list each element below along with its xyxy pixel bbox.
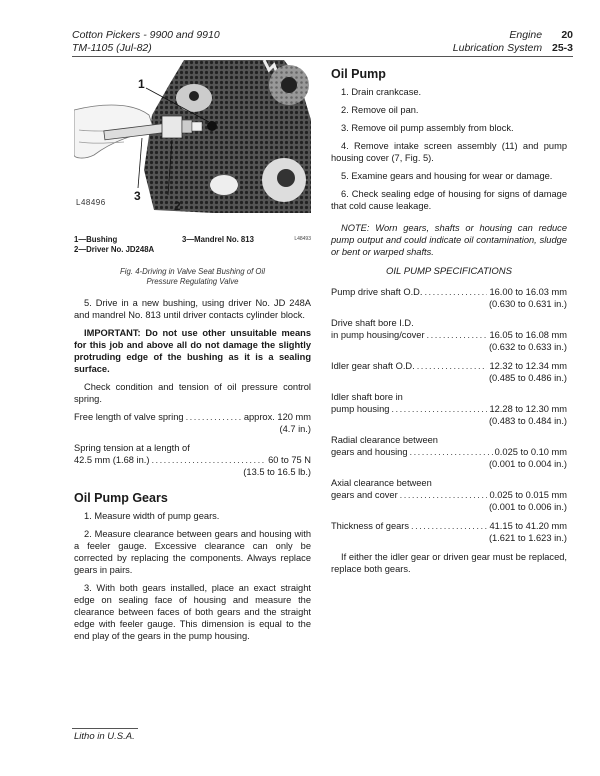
spec-row [331,360,567,384]
legend-item-2: 2—Driver No. JD248A [74,245,155,254]
spec-value-imperial: (0.001 to 0.006 in.) [488,502,567,512]
pump-step-4: 4. Remove intake screen assembly (11) and pump housing cover (7, Fig. 5). [331,141,567,163]
spec-value-imperial: (4.7 in.) [279,424,311,434]
spec-row [331,286,567,310]
section-number: 20 [561,29,573,41]
spec-spring-tension [74,442,311,478]
spec-label-pre: Axial clearance between [331,478,432,488]
manual-title: Cotton Pickers - 9900 and 9910 [72,29,220,41]
callout-1: 1 [138,77,145,91]
spec-row [331,520,567,544]
bushing-install-photo [74,60,311,213]
callout-2: 2 [174,199,181,213]
spec-row [331,391,567,427]
replace-gears-text: If either the idler gear or driven gear must be replaced, replace both gears. [331,552,567,574]
pump-step-5: 5. Examine gears and housing for wear or damage. [341,171,553,181]
photo-ref-code: L48496 [76,198,106,207]
figure-legend [74,235,311,255]
spec-label: pump housing [331,404,390,414]
spec-value: 16.00 to 16.03 mm [489,287,567,297]
right-column [331,60,567,581]
spec-free-length [74,411,311,435]
gears-step-2: 2. Measure clearance between gears and housing with a feeler gauge. Excessive clearance can only be corrected by replacing the components. Always replace gears in pairs. [74,529,311,575]
spec-table [331,286,567,544]
spec-value-imperial: (0.630 to 0.631 in.) [488,299,567,309]
group-name: Lubrication System [452,42,543,54]
spec-value-imperial: (0.485 to 0.486 in.) [488,373,567,383]
footer-divider [72,728,138,729]
spec-value: 0.025 to 0.10 mm [494,447,567,457]
gears-step-3: 3. With both gears installed, place an exact straight edge on sealing face of housing and measure the clearance between faces of both gears and the straight edge with feeler gauge. This dimension is equal to the end play of the gears in the pump housing. [74,583,311,641]
spec-value: 16.05 to 16.08 mm [489,330,567,340]
spec-value: 12.32 to 12.34 mm [489,361,567,371]
spec-label-pre: Radial clearance between [331,435,438,445]
legend-item-1: 1—Bushing [74,235,118,244]
spec-value: 12.28 to 12.30 mm [489,404,567,414]
spec-value-imperial: (0.632 to 0.633 in.) [488,342,567,352]
section-heading-oil-pump: Oil Pump [331,67,386,81]
spec-value: approx. 120 mm [243,412,311,422]
callout-3: 3 [134,189,141,203]
spec-label-pre: Drive shaft bore I.D. [331,318,414,328]
spec-label: Pump drive shaft O.D. [331,287,423,297]
step-drive-bushing: 5. Drive in a new bushing, using driver No. JD 248A and mandrel No. 813 until driver contacts cylinder block. [74,298,311,320]
spec-label: gears and cover [331,490,398,500]
pump-step-6: 6. Check sealing edge of housing for signs of damage that cold cause leakage. [331,189,567,211]
caption-line-1: Fig. 4-Driving in Valve Seat Bushing of Oil [120,267,265,276]
check-spring-text: Check condition and tension of oil pressure control spring. [74,382,311,404]
pump-step-2: 2. Remove oil pan. [341,105,419,115]
note-text: NOTE: Worn gears, shafts or housing can reduce pump output and could indicate oil contamination, sludge or bent or warped shafts. [331,223,567,257]
photo-ref-code-small: L48493 [294,236,311,242]
section-name: Engine [509,29,543,41]
spec-table-title: OIL PUMP SPECIFICATIONS [386,266,512,277]
header-divider [72,56,573,57]
page-header-right [453,29,573,55]
driver-tool [162,116,182,138]
spec-label: 42.5 mm (1.68 in.) [74,455,150,465]
section-heading-oil-pump-gears: Oil Pump Gears [74,491,168,505]
page-header-left [72,29,220,55]
bushing [207,121,217,131]
spec-value-imperial: (1.621 to 1.623 in.) [488,533,567,543]
pump-step-3: 3. Remove oil pump assembly from block. [341,123,514,133]
spec-row [331,317,567,353]
gears-step-1: 1. Measure width of pump gears. [84,511,220,521]
page-number: 25-3 [551,42,573,54]
spec-label: Thickness of gears [331,521,410,531]
spec-value-imperial: (0.483 to 0.484 in.) [488,416,567,426]
left-column [74,60,311,648]
spec-label-pre: Idler shaft bore in [331,392,403,402]
manual-code: TM-1105 (Jul-82) [72,42,152,54]
spec-value: 41.15 to 41.20 mm [489,521,567,531]
spec-label: in pump housing/cover [331,330,425,340]
pump-step-1: 1. Drain crankcase. [341,87,422,97]
spec-value-imperial: (13.5 to 16.5 lb.) [243,467,311,477]
legend-item-3: 3—Mandrel No. 813 [182,235,254,244]
spec-row [331,434,567,470]
important-notice: IMPORTANT: Do not use other unsuitable means for this job and above all do not damage the slightly protruding edge of the bushing as it is a sealing surface. [74,328,311,374]
spec-row [331,477,567,513]
spec-label-pre: Spring tension at a length of [74,443,190,453]
spec-value-imperial: (0.001 to 0.004 in.) [488,459,567,469]
spec-value: 0.025 to 0.015 mm [489,490,567,500]
footer-litho: Litho in U.S.A. [74,731,135,742]
caption-line-2: Pressure Regulating Valve [146,277,239,286]
spec-value: 60 to 75 N [268,455,311,465]
spec-label: Idler gear shaft O.D. [331,361,415,371]
spec-label: Free length of valve spring [74,412,184,422]
figure-caption [74,267,311,287]
spec-label: gears and housing [331,447,408,457]
